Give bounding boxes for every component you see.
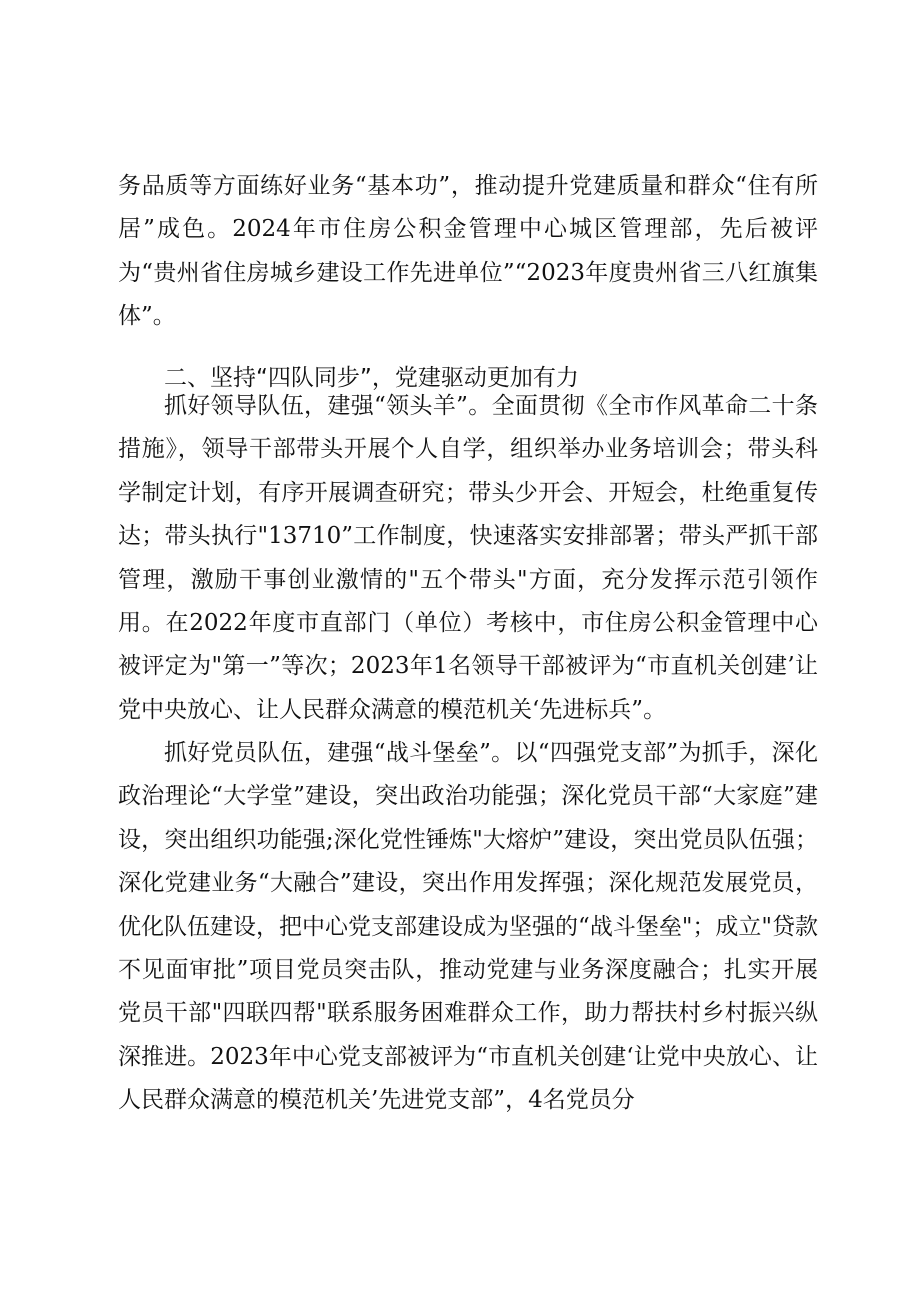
section-heading: 二、坚持“四队同步”，党建驱动更加有力 — [164, 365, 579, 392]
paragraph-leadership-team: 抓好领导队伍，建强“领头羊”。全面贯彻《全市作风革命二十条措施》，领导干部带头开展个人自学，组织举办业务培训会；带头科学制定计划，有序开展调查研究；带头少开会、开短会，杜绝重复传达；带头执行"13710”工作制度，快速落实安排部署；带头严抓干部管理，激励干事创业激情的"五个带头"方面，充分发挥示范引领作用。在2022年度市直部门（单位）考核中，市住房公积金管理中心被评定为"第一”等次；2023年1名领导干部被评为“市直机关创建’让党中央放心、让人民群众满意的模范机关‘先进标兵”。 — [118, 393, 818, 723]
paragraph-continued: 务品质等方面练好业务“基本功”，推动提升党建质量和群众“住有所居”成色。2024年市住房公积金管理中心城区管理部，先后被评为“贵州省住房城乡建设工作先进单位”“2023年度贵州省三八红旗集体”。 — [118, 173, 818, 330]
paragraph-party-members: 抓好党员队伍，建强“战斗堡垒”。以“四强党支部”为抓手，深化政治理论“大学堂”建设，突出政治功能强；深化党员干部“大家庭”建设，突出组织功能强;深化党性锤炼"大熔炉”建设，突出党员队伍强；深化党建业务“大融合”建设，突出作用发挥强；深化规范发展党员，优化队伍建设，把中心党支部建设成为坚强的“战斗堡垒"；成立"贷款不见面审批”项目党员突击队，推动党建与业务深度融合；扎实开展党员干部"四联四帮"联系服务困难群众工作，助力帮扶村乡村振兴纵深推进。2023年中心党支部被评为“市直机关创建‘让党中央放心、让人民群众满意的模范机关’先进党支部”，4名党员分 — [118, 740, 818, 1114]
